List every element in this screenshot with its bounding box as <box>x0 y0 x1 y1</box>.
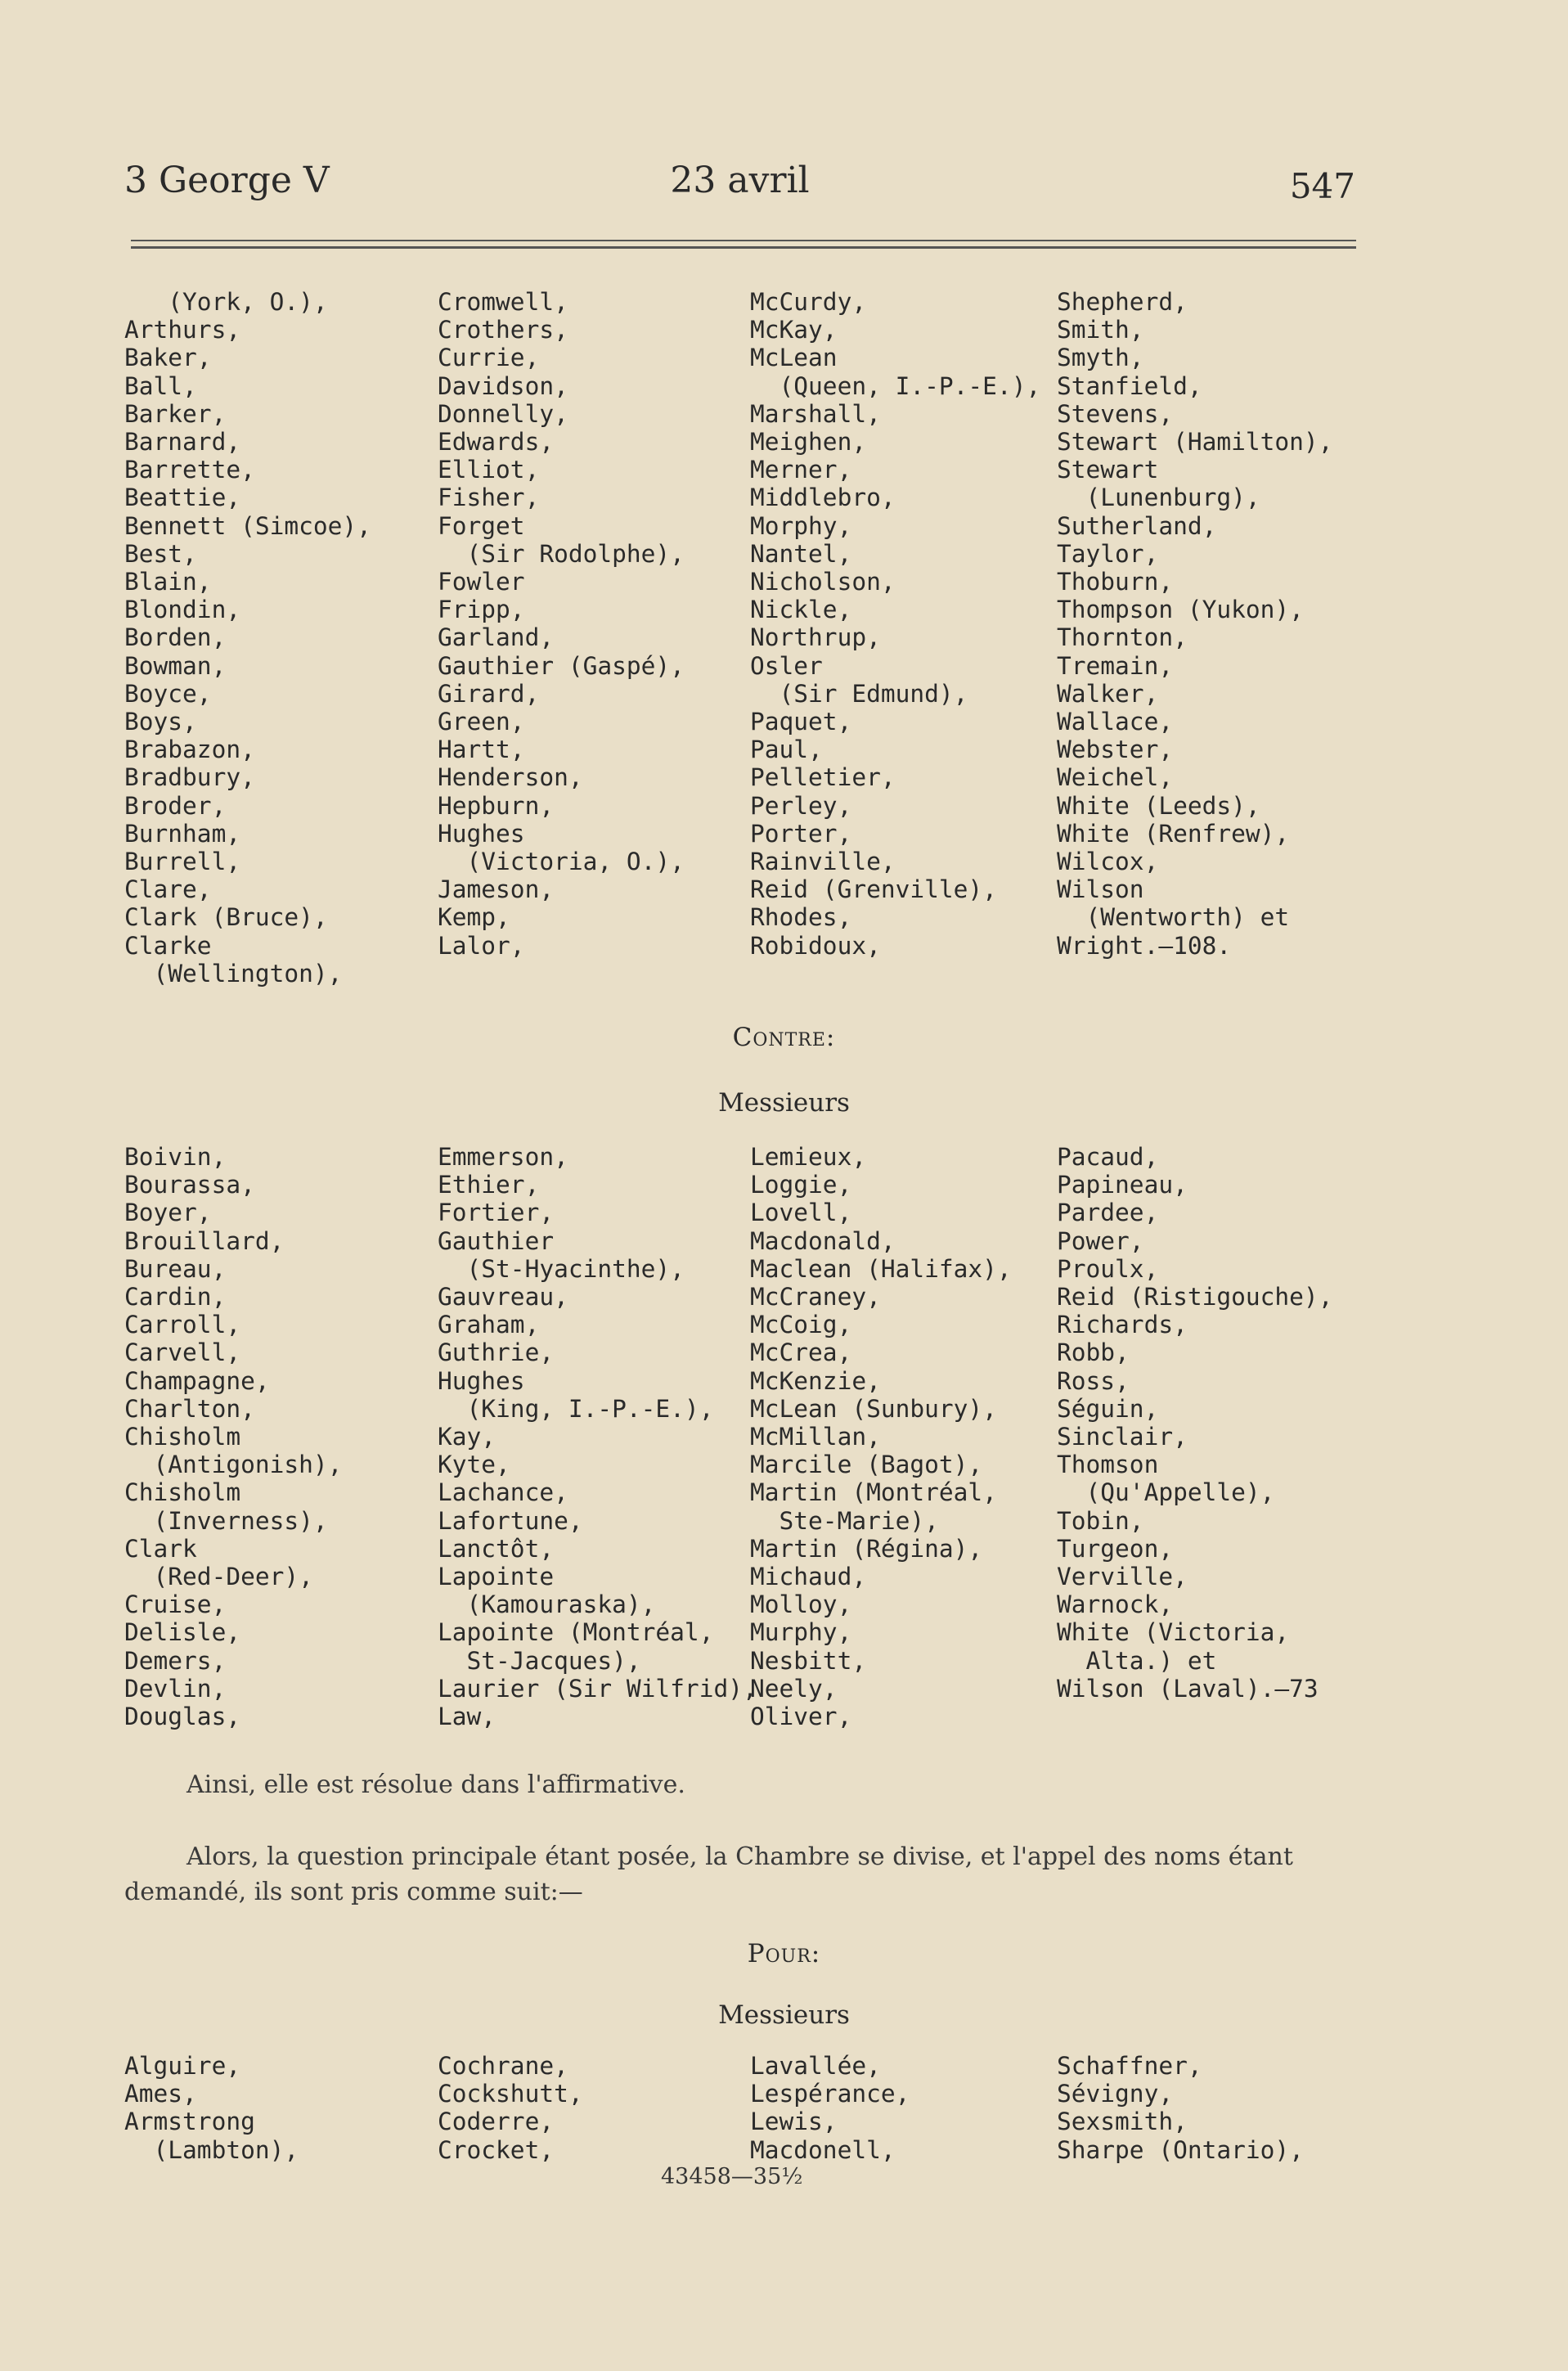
name-column-1 <box>124 288 371 988</box>
member-name: Rhodes, <box>750 903 852 932</box>
member-name: Marcile (Bagot), <box>750 1451 983 1479</box>
member-name: Richards, <box>1057 1311 1188 1339</box>
member-name: Paquet, <box>750 708 852 736</box>
member-name: White (Victoria, <box>1057 1618 1290 1647</box>
member-name: Law, <box>438 1703 496 1731</box>
member-name: Fisher, <box>438 484 540 512</box>
member-name: Ste-Marie), <box>750 1506 939 1535</box>
date-label: 23 avril <box>670 160 810 201</box>
member-name: Burnham, <box>124 819 241 848</box>
member-name: Robb, <box>1057 1338 1130 1367</box>
member-name: Weichel, <box>1057 763 1174 792</box>
member-name: Bennett (Simcoe), <box>124 511 371 540</box>
pour-list <box>124 2052 1400 2183</box>
member-name: Thoburn, <box>1057 568 1174 596</box>
member-name: Clarke <box>124 931 212 960</box>
member-name: Clare, <box>124 875 212 904</box>
member-name: Gauvreau, <box>438 1283 568 1311</box>
member-name: Reid (Grenville), <box>750 875 997 904</box>
member-name: Blondin, <box>124 596 241 624</box>
member-name: Cochrane, <box>438 2052 568 2080</box>
member-name: Thornton, <box>1057 623 1188 652</box>
member-name: Meighen, <box>750 428 867 457</box>
member-name: Brabazon, <box>124 736 255 764</box>
member-name: Pardee, <box>1057 1199 1159 1227</box>
member-name: Lalor, <box>438 931 525 960</box>
member-name: Lavallée, <box>750 2052 881 2080</box>
member-name: Lemieux, <box>750 1143 867 1171</box>
member-name: Cockshutt, <box>438 2080 583 2108</box>
member-name: Delisle, <box>124 1618 241 1647</box>
member-name: (Wentworth) et <box>1057 903 1290 932</box>
member-name: Ames, <box>124 2080 197 2108</box>
page-number: 547 <box>1289 166 1355 206</box>
member-name: Barrette, <box>124 456 255 484</box>
name-column-4 <box>1057 2052 1304 2164</box>
member-name: Nantel, <box>750 539 852 568</box>
member-name: White (Leeds), <box>1057 791 1260 820</box>
member-name: (Sir Edmund), <box>750 679 968 708</box>
member-name: Fortier, <box>438 1199 555 1227</box>
member-name: Lachance, <box>438 1478 568 1507</box>
member-name: Fowler <box>438 568 525 596</box>
member-name: Arthurs, <box>124 316 241 344</box>
member-name: McKay, <box>750 316 838 344</box>
member-name: Loggie, <box>750 1171 852 1199</box>
member-name: Forget <box>438 511 525 540</box>
member-name: Emmerson, <box>438 1143 568 1171</box>
contre-subheading: Messieurs <box>718 1088 850 1118</box>
member-name: Alta.) et <box>1057 1646 1217 1675</box>
member-name: Molloy, <box>750 1590 852 1619</box>
member-name: Clark <box>124 1534 197 1563</box>
contre-heading: Contre: <box>732 1023 836 1052</box>
member-name: Ethier, <box>438 1171 540 1199</box>
member-name: Carroll, <box>124 1311 241 1339</box>
yeas-continued-list <box>124 288 1400 992</box>
member-name: Lewis, <box>750 2108 838 2136</box>
name-column-4 <box>1057 288 1332 960</box>
member-name: Davidson, <box>438 371 568 400</box>
member-name: Kemp, <box>438 903 510 932</box>
member-name: Martin (Régina), <box>750 1534 983 1563</box>
member-name: (York, O.), <box>124 288 328 316</box>
member-name: Macdonell, <box>750 2135 896 2164</box>
member-name: Girard, <box>438 679 540 708</box>
member-name: Lovell, <box>750 1199 852 1227</box>
member-name: Séguin, <box>1057 1394 1159 1423</box>
member-name: Alguire, <box>124 2052 241 2080</box>
member-name: Barker, <box>124 399 227 428</box>
member-name: (Sir Rodolphe), <box>438 539 685 568</box>
member-name: Nicholson, <box>750 568 896 596</box>
member-name: McCrea, <box>750 1338 852 1367</box>
member-name: Verville, <box>1057 1563 1188 1591</box>
member-name: McMillan, <box>750 1423 881 1451</box>
page-header <box>124 160 1355 209</box>
member-name: Cromwell, <box>438 288 568 316</box>
member-name: Gauthier (Gaspé), <box>438 651 685 680</box>
member-name: Porter, <box>750 819 852 848</box>
member-name: Turgeon, <box>1057 1534 1174 1563</box>
member-name: Michaud, <box>750 1563 867 1591</box>
member-name: Wright.—108. <box>1057 931 1232 960</box>
member-name: Boyer, <box>124 1199 212 1227</box>
member-name: Boyce, <box>124 679 212 708</box>
member-name: Broder, <box>124 791 227 820</box>
member-name: McLean <box>750 344 838 372</box>
member-name: McCraney, <box>750 1283 881 1311</box>
member-name: Walker, <box>1057 679 1159 708</box>
member-name: Donnelly, <box>438 399 568 428</box>
member-name: Douglas, <box>124 1703 241 1731</box>
member-name: Coderre, <box>438 2108 555 2136</box>
name-column-3 <box>750 1143 1012 1730</box>
member-name: Stewart (Hamilton), <box>1057 428 1333 457</box>
name-column-2 <box>438 1143 757 1730</box>
member-name: Stevens, <box>1057 399 1174 428</box>
member-name: Chisholm <box>124 1423 241 1451</box>
member-name: (Lunenburg), <box>1057 484 1260 512</box>
pour-heading: Pour: <box>747 1939 821 1968</box>
member-name: Sharpe (Ontario), <box>1057 2135 1304 2164</box>
member-name: Power, <box>1057 1226 1144 1255</box>
member-name: Boys, <box>124 708 197 736</box>
member-name: Proulx, <box>1057 1254 1159 1283</box>
member-name: Thomson <box>1057 1451 1159 1479</box>
member-name: Gauthier <box>438 1226 555 1255</box>
member-name: Blain, <box>124 568 212 596</box>
member-name: Northrup, <box>750 623 881 652</box>
member-name: Edwards, <box>438 428 555 457</box>
member-name: Martin (Montréal, <box>750 1478 997 1507</box>
name-column-4 <box>1057 1143 1332 1703</box>
member-name: Oliver, <box>750 1703 852 1731</box>
member-name: Middlebro, <box>750 484 896 512</box>
name-column-2 <box>438 2052 583 2164</box>
member-name: Elliot, <box>438 456 540 484</box>
member-name: Lapointe (Montréal, <box>438 1618 714 1647</box>
member-name: Guthrie, <box>438 1338 555 1367</box>
member-name: Pacaud, <box>1057 1143 1159 1171</box>
member-name: (Queen, I.-P.-E.), <box>750 371 1041 400</box>
member-name: McLean (Sunbury), <box>750 1394 997 1423</box>
member-name: Ross, <box>1057 1366 1130 1395</box>
member-name: Wilson <box>1057 875 1144 904</box>
member-name: (Antigonish), <box>124 1451 343 1479</box>
member-name: Green, <box>438 708 525 736</box>
header-rule-top <box>131 240 1356 241</box>
member-name: Sutherland, <box>1057 511 1217 540</box>
member-name: Crocket, <box>438 2135 555 2164</box>
member-name: Taylor, <box>1057 539 1159 568</box>
member-name: Bradbury, <box>124 763 255 792</box>
member-name: Bowman, <box>124 651 227 680</box>
member-name: Nickle, <box>750 596 852 624</box>
member-name: Rainville, <box>750 848 896 876</box>
member-name: Stanfield, <box>1057 371 1202 400</box>
member-name: Hughes <box>438 819 525 848</box>
member-name: Ball, <box>124 371 197 400</box>
member-name: Boivin, <box>124 1143 227 1171</box>
member-name: Lanctôt, <box>438 1534 555 1563</box>
member-name: Sinclair, <box>1057 1423 1188 1451</box>
member-name: St-Jacques), <box>438 1646 641 1675</box>
member-name: Wallace, <box>1057 708 1174 736</box>
member-name: (Lambton), <box>124 2135 299 2164</box>
printer-signature: 43458—35½ <box>661 2164 803 2189</box>
member-name: Merner, <box>750 456 852 484</box>
member-name: Murphy, <box>750 1618 852 1647</box>
member-name: Maclean (Halifax), <box>750 1254 1012 1283</box>
member-name: Armstrong <box>124 2108 255 2136</box>
member-name: Webster, <box>1057 736 1174 764</box>
member-name: Reid (Ristigouche), <box>1057 1283 1333 1311</box>
member-name: Warnock, <box>1057 1590 1174 1619</box>
member-name: Crothers, <box>438 316 568 344</box>
member-name: Currie, <box>438 344 540 372</box>
member-name: Robidoux, <box>750 931 881 960</box>
pour-subheading: Messieurs <box>718 2000 850 2030</box>
member-name: Charlton, <box>124 1394 255 1423</box>
member-name: White (Renfrew), <box>1057 819 1290 848</box>
member-name: Barnard, <box>124 428 241 457</box>
member-name: (Inverness), <box>124 1506 328 1535</box>
member-name: Baker, <box>124 344 212 372</box>
member-name: (Victoria, O.), <box>438 848 685 876</box>
member-name: Cardin, <box>124 1283 227 1311</box>
member-name: Marshall, <box>750 399 881 428</box>
member-name: Lafortune, <box>438 1506 583 1535</box>
header-rule-bottom <box>131 246 1356 249</box>
member-name: Laurier (Sir Wilfrid), <box>438 1674 757 1703</box>
member-name: Kay, <box>438 1423 496 1451</box>
member-name: (King, I.-P.-E.), <box>438 1394 714 1423</box>
resolution-paragraph: Ainsi, elle est résolue dans l'affirmative. <box>186 1770 685 1799</box>
member-name: Hughes <box>438 1366 525 1395</box>
member-name: McCoig, <box>750 1311 852 1339</box>
main-question-paragraph: Alors, la question principale étant posée, la Chambre se divise, et l'appel des noms étant demandé, ils sont pris comme suit:— <box>124 1842 1293 1906</box>
member-name: Clark (Bruce), <box>124 903 328 932</box>
member-name: Borden, <box>124 623 227 652</box>
member-name: Macdonald, <box>750 1226 896 1255</box>
member-name: Graham, <box>438 1311 540 1339</box>
member-name: Lapointe <box>438 1563 555 1591</box>
member-name: Pelletier, <box>750 763 896 792</box>
member-name: Stewart <box>1057 456 1159 484</box>
member-name: Tobin, <box>1057 1506 1144 1535</box>
member-name: Jameson, <box>438 875 555 904</box>
session-label: 3 George V <box>124 160 330 201</box>
member-name: (St-Hyacinthe), <box>438 1254 685 1283</box>
member-name: Carvell, <box>124 1338 241 1367</box>
member-name: Burrell, <box>124 848 241 876</box>
member-name: Champagne, <box>124 1366 270 1395</box>
member-name: Demers, <box>124 1646 227 1675</box>
member-name: Paul, <box>750 736 823 764</box>
member-name: Wilson (Laval).—73 <box>1057 1674 1319 1703</box>
member-name: Smyth, <box>1057 344 1144 372</box>
member-name: McCurdy, <box>750 288 867 316</box>
member-name: McKenzie, <box>750 1366 881 1395</box>
member-name: Beattie, <box>124 484 241 512</box>
member-name: Wilcox, <box>1057 848 1159 876</box>
member-name: (Kamouraska), <box>438 1590 656 1619</box>
member-name: Lespérance, <box>750 2080 910 2108</box>
member-name: Schaffner, <box>1057 2052 1202 2080</box>
contre-list <box>124 1143 1400 1740</box>
member-name: (Red-Deer), <box>124 1563 313 1591</box>
member-name: Garland, <box>438 623 555 652</box>
member-name: Smith, <box>1057 316 1144 344</box>
name-column-1 <box>124 2052 299 2164</box>
member-name: Perley, <box>750 791 852 820</box>
member-name: Devlin, <box>124 1674 227 1703</box>
member-name: (Qu'Appelle), <box>1057 1478 1275 1507</box>
member-name: Chisholm <box>124 1478 241 1507</box>
member-name: Neely, <box>750 1674 838 1703</box>
member-name: (Wellington), <box>124 959 343 988</box>
member-name: Cruise, <box>124 1590 227 1619</box>
member-name: Osler <box>750 651 823 680</box>
member-name: Shepherd, <box>1057 288 1188 316</box>
name-column-3 <box>750 288 1040 960</box>
member-name: Hartt, <box>438 736 525 764</box>
member-name: Sexsmith, <box>1057 2108 1188 2136</box>
member-name: Kyte, <box>438 1451 510 1479</box>
member-name: Tremain, <box>1057 651 1174 680</box>
name-column-2 <box>438 288 685 960</box>
member-name: Thompson (Yukon), <box>1057 596 1304 624</box>
member-name: Bourassa, <box>124 1171 255 1199</box>
member-name: Henderson, <box>438 763 583 792</box>
name-column-1 <box>124 1143 342 1730</box>
name-column-3 <box>750 2052 910 2164</box>
member-name: Nesbitt, <box>750 1646 867 1675</box>
member-name: Bureau, <box>124 1254 227 1283</box>
member-name: Best, <box>124 539 197 568</box>
member-name: Brouillard, <box>124 1226 285 1255</box>
member-name: Papineau, <box>1057 1171 1188 1199</box>
member-name: Morphy, <box>750 511 852 540</box>
member-name: Sévigny, <box>1057 2080 1174 2108</box>
member-name: Hepburn, <box>438 791 555 820</box>
member-name: Fripp, <box>438 596 525 624</box>
